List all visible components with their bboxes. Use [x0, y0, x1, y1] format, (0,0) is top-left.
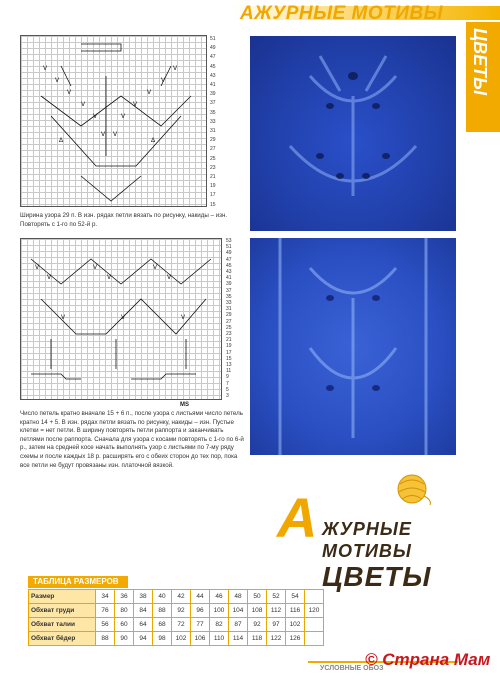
svg-text:V: V: [121, 113, 126, 120]
big-title-line-1: ЖУРНЫЕ: [322, 519, 412, 539]
svg-text:V: V: [47, 274, 52, 281]
svg-text:V: V: [161, 77, 166, 84]
svg-text:V: V: [147, 89, 152, 96]
knit-photo-2: [250, 238, 456, 455]
big-title-line-3: ЦВЕТЫ: [322, 561, 432, 592]
knit-photo-2-pattern: [250, 238, 456, 455]
svg-text:V: V: [153, 264, 158, 271]
chart-1-row-numbers: 51 49 47 45 43 41 39 37 35 33 31 29 27 25 23 21 19 17 15: [210, 36, 216, 208]
knit-photo-1: [250, 36, 456, 231]
chart-1-description: Ширина узора 29 п. В изн. рядах петли вязать по рисунку, накиды – изн. Повторять с 1-го по 52-й р.: [20, 212, 228, 228]
svg-text:V: V: [133, 101, 138, 108]
knitting-chart-2: [20, 238, 222, 400]
size-table: [28, 589, 324, 646]
svg-text:V: V: [81, 101, 86, 108]
big-title-line-2: МОТИВЫ: [322, 541, 412, 561]
svg-text:V: V: [167, 274, 172, 281]
svg-text:V: V: [107, 274, 112, 281]
svg-text:V: V: [55, 77, 60, 84]
table-row: Обхват груди 76 80 84 88 92 96 100 104 108 112 116 120: [29, 604, 324, 618]
yarn-ball-icon: [394, 472, 434, 506]
svg-text:V: V: [121, 314, 126, 321]
svg-text:V: V: [67, 89, 72, 96]
svg-text:V: V: [35, 264, 40, 271]
header-subtitle: ЦВЕТЫ: [470, 28, 490, 96]
svg-text:V: V: [173, 65, 178, 72]
svg-text:V: V: [101, 131, 106, 138]
header-title: АЖУРНЫЕ МОТИВЫ: [240, 3, 444, 24]
footer-text: УСЛОВНЫЕ ОБОЗ: [320, 665, 384, 672]
svg-text:V: V: [93, 264, 98, 271]
svg-text:V: V: [93, 113, 98, 120]
header-subtitle-tab: [466, 22, 500, 132]
table-row: Размер 34 36 38 40 42 44 46 48 50 52 54: [29, 590, 324, 604]
svg-text:V: V: [43, 65, 48, 72]
svg-text:Δ: Δ: [151, 137, 156, 144]
chart-2-symbols: [21, 239, 221, 399]
size-table-title: ТАБЛИЦА РАЗМЕРОВ: [28, 576, 128, 588]
svg-text:V: V: [61, 314, 66, 321]
table-row: Обхват талии 56 60 64 68 72 77 82 87 92 97 102: [29, 618, 324, 632]
chart-2-description: Число петель кратно вначале 15 + 6 п., после узора с листьями число петель кратно 14 + 5. В изн. рядах петли вязать по рисунку, накиды – изн. Пустые клетки = нет петли. В ширину повторять петли раппорта и заканчивать петлями после раппорта. Сначала для узора с косами повторять с 1-го по 6-й р., затем на средней косе начать выполнять узор с листьями по 7-му ряду схемы и после каждых 18 р. расширять его с обеих сторон до тех пор, пока все петли не будут провязаны изн. платочной вязкой.: [20, 410, 244, 469]
chart-2-row-numbers: 53 51 49 47 45 43 41 39 37 35 33 31 29 27 25 23 21 19 17 15 13 11 9 7 5 3: [226, 238, 232, 400]
svg-text:V: V: [113, 131, 118, 138]
big-title-initial: А: [277, 486, 319, 549]
knitting-chart-1: [20, 35, 207, 207]
chart-2-ms-label: MS: [180, 402, 189, 408]
knit-photo-1-pattern: [250, 36, 456, 231]
svg-text:V: V: [181, 314, 186, 321]
table-row: Обхват бёдер 88 90 94 98 102 106 110 114 118 122 126: [29, 632, 324, 646]
svg-text:Δ: Δ: [59, 137, 64, 144]
watermark: © Страна Мам: [365, 650, 491, 669]
chart-1-symbols: [21, 36, 206, 206]
